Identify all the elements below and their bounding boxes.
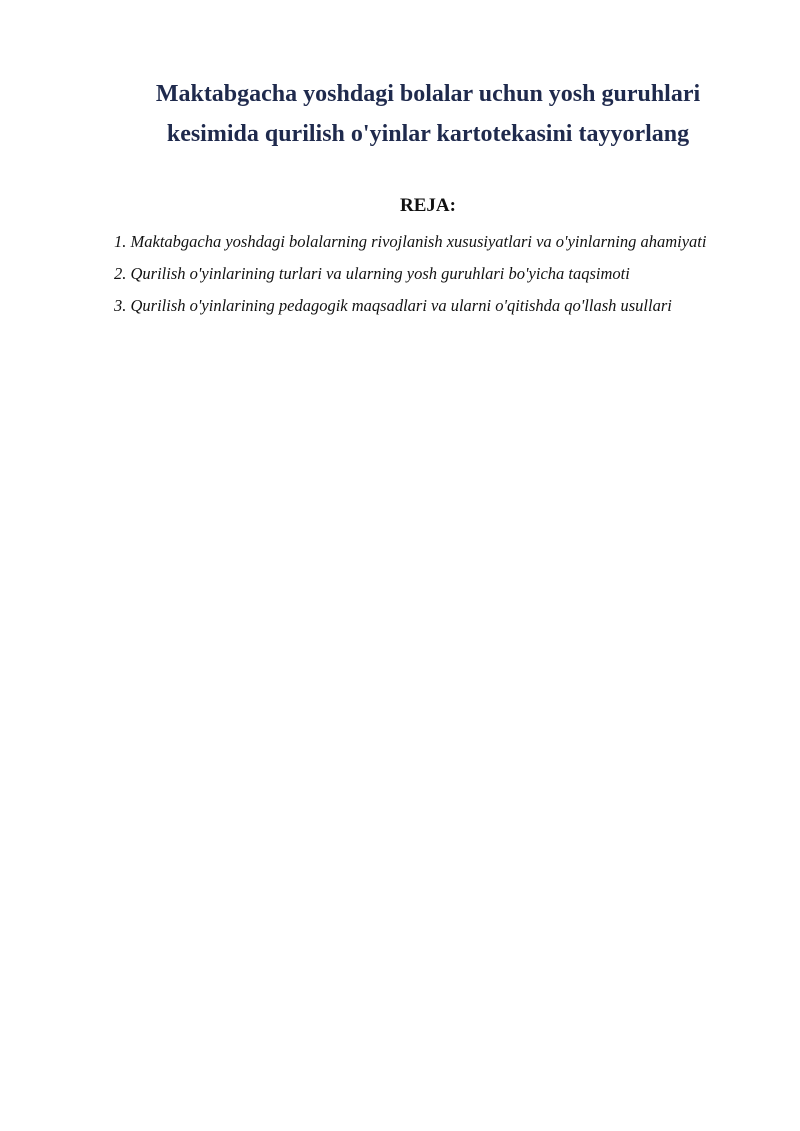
plan-item-3: 3. Qurilish o'yinlarining pedagogik maqsadlari va ularni o'qitishda qo'llash usullari (114, 296, 672, 315)
plan-heading: REJA: (400, 195, 456, 216)
plan-item-1: 1. Maktabgacha yoshdagi bolalarning rivojlanish xususiyatlari va o'yinlarning ahamiyati (114, 232, 707, 251)
plan-item-2: 2. Qurilish o'yinlarining turlari va ularning yosh guruhlari bo'yicha taqsimoti (114, 264, 630, 283)
title-line-2: kesimida qurilish o'yinlar kartotekasini tayyorlang (166, 121, 690, 147)
title-line-1: Maktabgacha yoshdagi bolalar uchun yosh guruhlari (155, 81, 701, 107)
plan-list (114, 226, 742, 322)
document-title (114, 74, 742, 154)
